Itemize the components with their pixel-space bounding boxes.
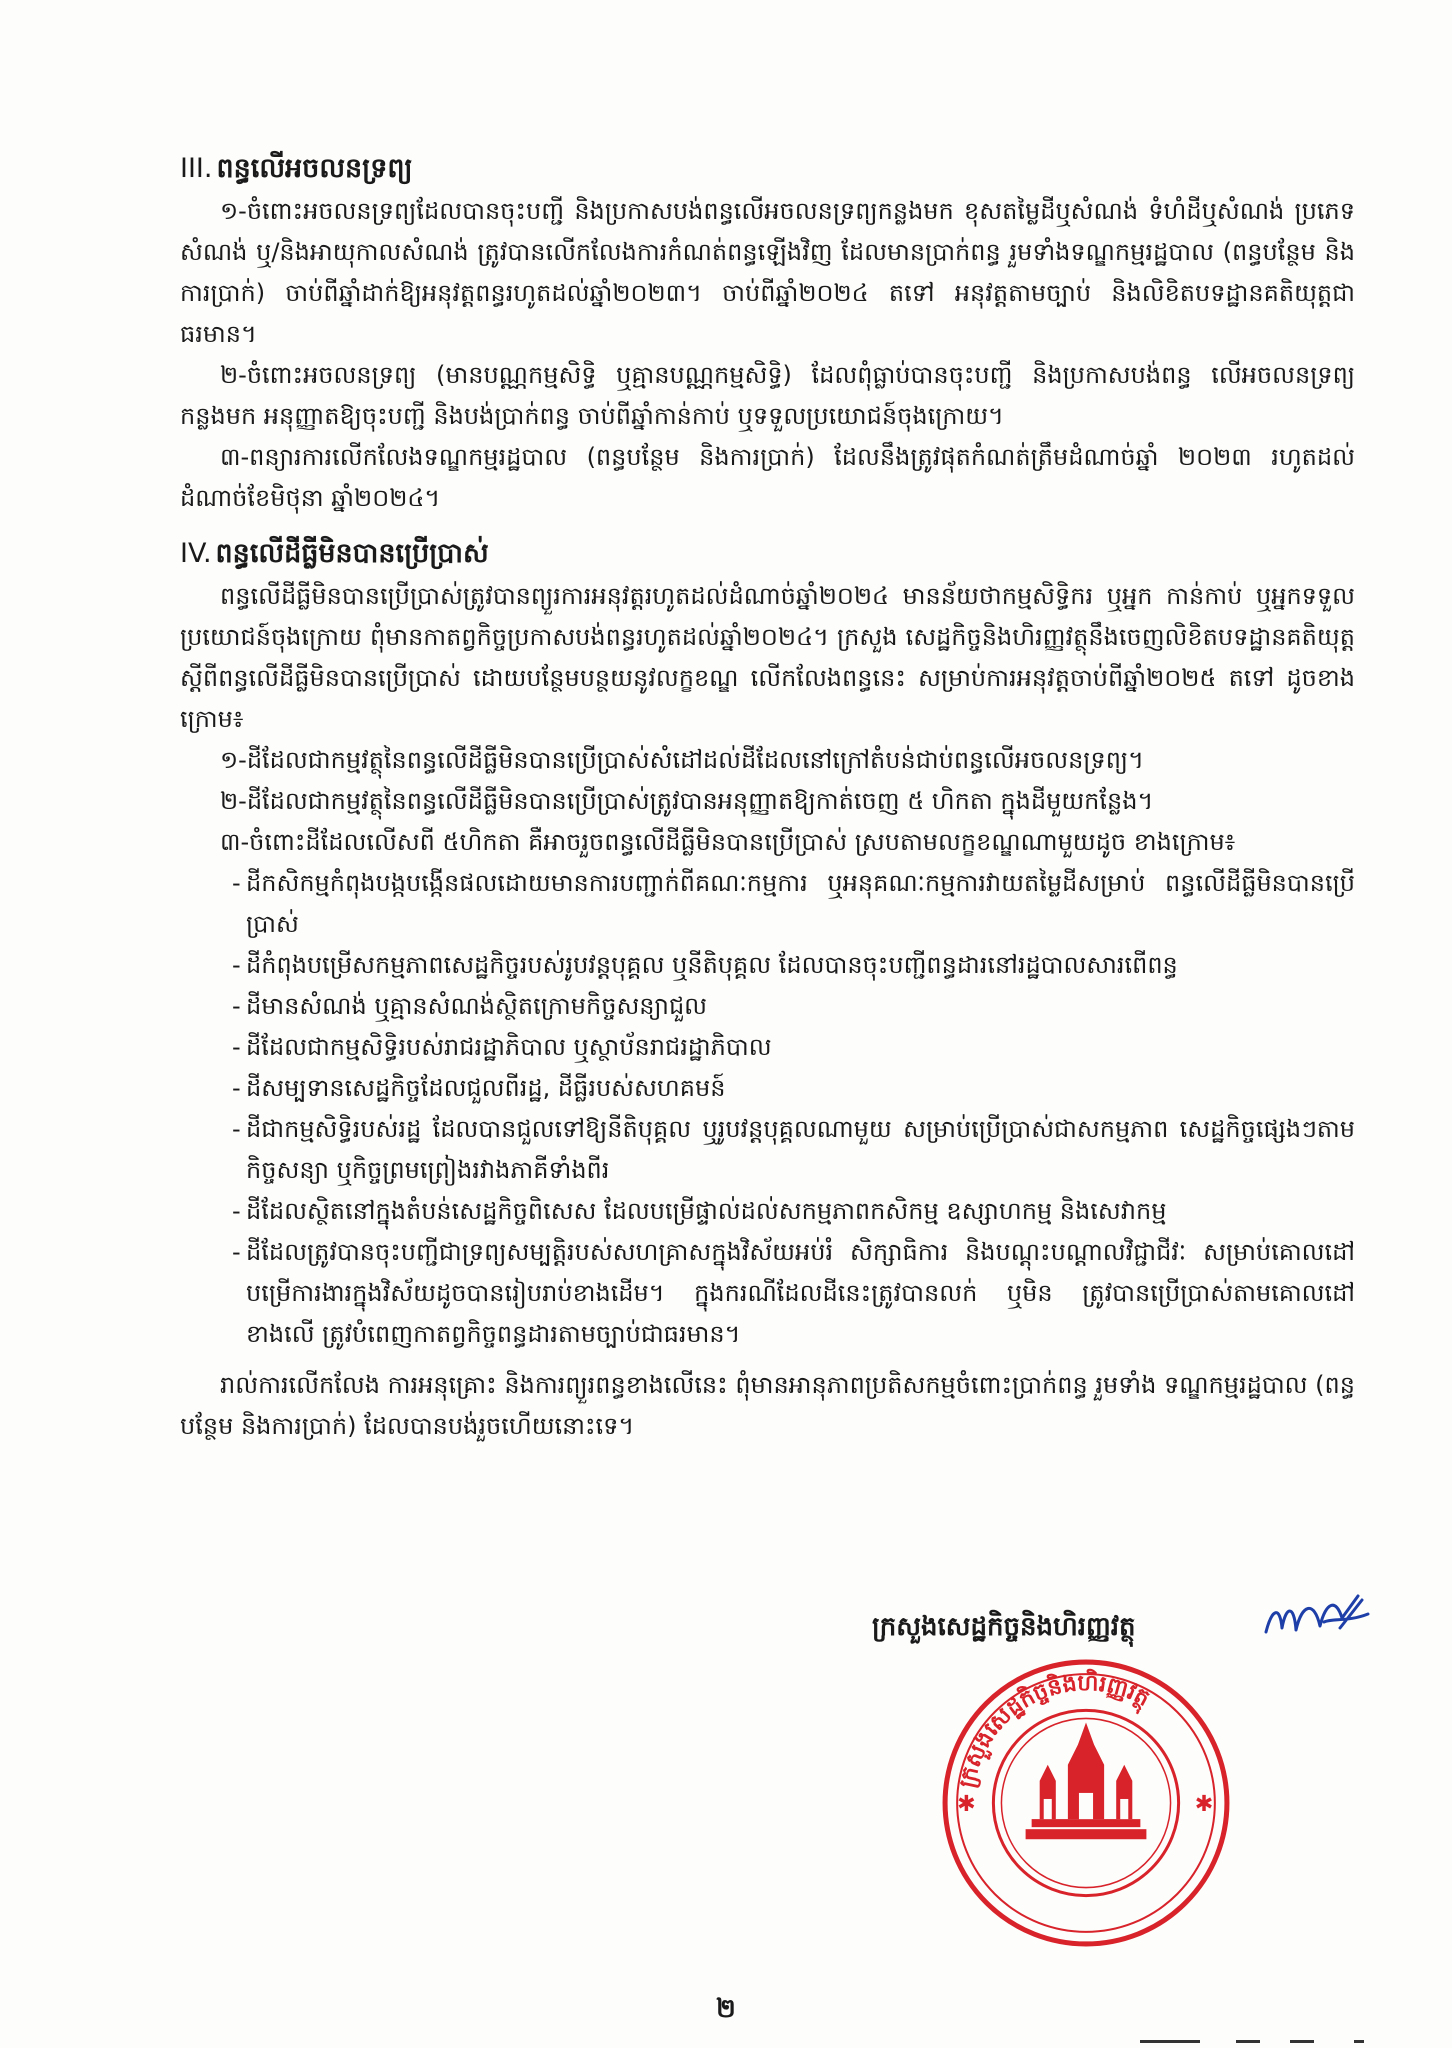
- document-body: [180, 148, 1355, 1447]
- signature-mark: [1262, 1588, 1372, 1648]
- svg-text:✱: ✱: [957, 1791, 976, 1818]
- section-4-point: ៣-ចំពោះដីដែលលើសពី ៥ហិកតា គឺអាចរួចពន្ធលើដីធ្លីមិនបានប្រើប្រាស់ ស្របតាមលក្ខខណ្ឌណាមួយដូច ខាងក្រោម៖: [220, 828, 1236, 856]
- official-seal: [935, 1652, 1237, 1954]
- list-item: - ដីដែលត្រូវបានចុះបញ្ជីជាទ្រព្យសម្បត្តិរបស់សហគ្រាសក្នុងវិស័យអប់រំ សិក្សាធិការ និងបណ្តុះបណ្តាលវិជ្ជាជីវៈ សម្រាប់គោលដៅបម្រើការងារក្នុងវិស័យដូចបានរៀបរាប់ខាងដើម។ ក្នុងករណីដែលដីនេះត្រូវបានលក់ ឬមិន ត្រូវបានប្រើប្រាស់តាមគោលដៅខាងលើ ត្រូវបំពេញកាតព្វកិច្ចពន្ធដារតាមច្បាប់ជាធរមាន។: [232, 1232, 1355, 1355]
- list-item: - ដីដែលជាកម្មសិទ្ធិរបស់រាជរដ្ឋាភិបាល ឬស្ថាប័នរាជរដ្ឋាភិបាល: [232, 1027, 1355, 1068]
- section-4-heading: [180, 533, 1355, 574]
- temple-emblem: [1026, 1722, 1147, 1839]
- section-3-paragraph: ១-ចំពោះអចលនទ្រព្យដែលបានចុះបញ្ជី និងប្រកាសបង់ពន្ធលើអចលនទ្រព្យកន្លងមក ខុសតម្លៃដីឬសំណង់ ទំហំដីឬសំណង់ ប្រភេទសំណង់ ឬ/និងអាយុកាលសំណង់ ត្រូវបានលើកលែងការកំណត់ពន្ធឡើងវិញ ដែលមានប្រាក់ពន្ធ រួមទាំងទណ្ឌកម្មរដ្ឋបាល (ពន្ធបន្ថែម និងការប្រាក់) ចាប់ពីឆ្នាំដាក់ឱ្យអនុវត្តពន្ធរហូតដល់ឆ្នាំ២០២៣។ ចាប់ពីឆ្នាំ២០២៤ តទៅ អនុវត្តតាមច្បាប់ និងលិខិតបទដ្ឋានគតិយុត្តជាធរមាន។: [180, 197, 1355, 348]
- closing-paragraph: រាល់ការលើកលែង ការអនុគ្រោះ និងការព្យួរពន្ធខាងលើនេះ ពុំមានអានុភាពប្រតិសកម្មចំពោះប្រាក់ពន្ធ រួមទាំង ទណ្ឌកម្មរដ្ឋបាល (ពន្ធបន្ថែម និងការប្រាក់) ដែលបានបង់រួចហើយនោះទេ។: [180, 1371, 1355, 1440]
- svg-text:✱: ✱: [1194, 1791, 1214, 1818]
- list-item: - ដីកសិកម្មកំពុងបង្កបង្កើនផលដោយមានការបញ្ជាក់ពីគណៈកម្មការ ឬអនុគណៈកម្មការវាយតម្លៃដីសម្រាប់ ពន្ធលើដីធ្លីមិនបានប្រើប្រាស់: [232, 863, 1355, 945]
- section-3-paragraph: ៣-ពន្យារការលើកលែងទណ្ឌកម្មរដ្ឋបាល (ពន្ធបន្ថែម និងការប្រាក់) ដែលនឹងត្រូវផុតកំណត់ត្រឹមដំណាច់ឆ្នាំ ២០២៣ រហូតដល់ដំណាច់ខែមិថុនា ឆ្នាំ២០២៤។: [180, 443, 1355, 512]
- page-number: ២: [716, 1994, 736, 2024]
- list-item: - ដីដែលស្ថិតនៅក្នុងតំបន់សេដ្ឋកិច្ចពិសេស ដែលបម្រើផ្ទាល់ដល់សកម្មភាពកសិកម្ម ឧស្សាហកម្ម និងសេវាកម្ម: [232, 1191, 1355, 1232]
- section-4-numeral: IV.: [180, 538, 212, 569]
- seal-text: ក្រសួងសេដ្ឋកិច្ចនិងហិរញ្ញវត្ថុ: [954, 1670, 1155, 1791]
- section-3-numeral: III.: [180, 153, 213, 184]
- section-3-heading: [180, 148, 1355, 189]
- section-4-title: ពន្ធលើដីធ្លីមិនបានប្រើប្រាស់: [215, 538, 489, 569]
- section-3-title: ពន្ធលើអចលនទ្រព្យ: [216, 153, 413, 184]
- section-4-intro: ពន្ធលើដីធ្លីមិនបានប្រើប្រាស់ត្រូវបានព្យួរការអនុវត្តរហូតដល់ដំណាច់ឆ្នាំ២០២៤ មានន័យថាកម្មសិទ្ធិករ ឬអ្នក កាន់កាប់ ឬអ្នកទទួលប្រយោជន៍ចុងក្រោយ ពុំមានកាតព្វកិច្ចប្រកាសបង់ពន្ធរហូតដល់ឆ្នាំ២០២៤។ ក្រសួង សេដ្ឋកិច្ចនិងហិរញ្ញវត្ថុនឹងចេញលិខិតបទដ្ឋានគតិយុត្តស្តីពីពន្ធលើដីធ្លីមិនបានប្រើប្រាស់ ដោយបន្ថែមបន្ថយនូវលក្ខខណ្ឌ លើកលែងពន្ធនេះ សម្រាប់ការអនុវត្តចាប់ពីឆ្នាំ២០២៥ តទៅ ដូចខាងក្រោម៖: [180, 582, 1355, 733]
- list-item: - ដីជាកម្មសិទ្ធិរបស់រដ្ឋ ដែលបានជួលទៅឱ្យនីតិបុគ្គល ឬរូបវន្តបុគ្គលណាមួយ សម្រាប់ប្រើប្រាស់ជាសកម្មភាព សេដ្ឋកិច្ចផ្សេងៗតាមកិច្ចសន្យា ឬកិច្ចព្រមព្រៀងរវាងភាគីទាំងពីរ: [232, 1109, 1355, 1191]
- exemption-list: [180, 863, 1355, 1355]
- list-item: - ដីកំពុងបម្រើសកម្មភាពសេដ្ឋកិច្ចរបស់រូបវន្តបុគ្គល ឬនីតិបុគ្គល ដែលបានចុះបញ្ជីពន្ធដារនៅរដ្ឋបាលសារពើពន្ធ: [232, 945, 1355, 986]
- section-4-point: ២-ដីដែលជាកម្មវត្ថុនៃពន្ធលើដីធ្លីមិនបានប្រើប្រាស់ត្រូវបានអនុញ្ញាតឱ្យកាត់ចេញ ៥ ហិកតា ក្នុងដីមួយកន្លែង។: [220, 787, 1154, 815]
- ministry-name: ក្រសួងសេដ្ឋកិច្ចនិងហិរញ្ញវត្ថុ: [872, 1612, 1136, 1642]
- section-4-point: ១-ដីដែលជាកម្មវត្ថុនៃពន្ធលើដីធ្លីមិនបានប្រើប្រាស់សំដៅដល់ដីដែលនៅក្រៅតំបន់ជាប់ពន្ធលើអចលនទ្រព្យ។: [220, 746, 1144, 774]
- list-item: - ដីសម្បទានសេដ្ឋកិច្ចដែលជួលពីរដ្ឋ, ដីធ្លីរបស់សហគមន៍: [232, 1068, 1355, 1109]
- footer-rule: [1140, 2040, 1400, 2044]
- section-3-paragraph: ២-ចំពោះអចលនទ្រព្យ (មានបណ្ណកម្មសិទ្ធិ ឬគ្មានបណ្ណកម្មសិទ្ធិ) ដែលពុំធ្លាប់បានចុះបញ្ជី និងប្រកាសបង់ពន្ធ លើអចលនទ្រព្យកន្លងមក អនុញ្ញាតឱ្យចុះបញ្ជី និងបង់ប្រាក់ពន្ធ ចាប់ពីឆ្នាំកាន់កាប់ ឬទទួលប្រយោជន៍ចុងក្រោយ។: [180, 361, 1355, 430]
- list-item: - ដីមានសំណង់ ឬគ្មានសំណង់ស្ថិតក្រោមកិច្ចសន្យាជួល: [232, 986, 1355, 1027]
